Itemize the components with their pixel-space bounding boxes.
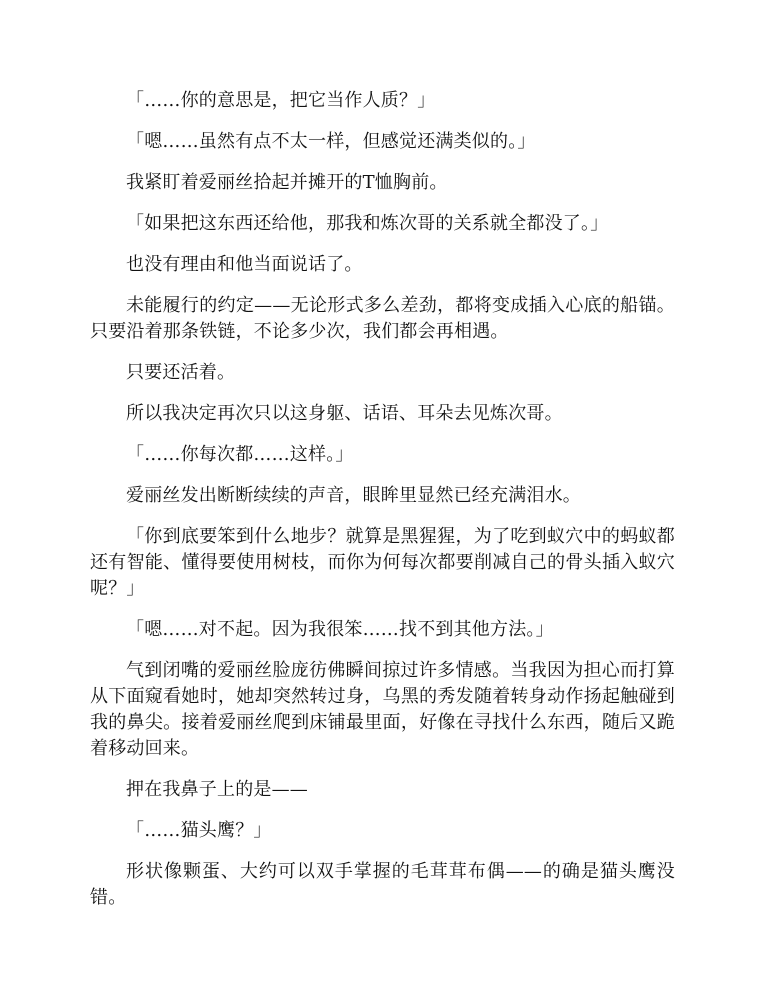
paragraph: 押在我鼻子上的是—— <box>126 779 308 800</box>
paragraph: 「……你每次都……这样。」 <box>126 444 354 465</box>
text-body <box>90 88 675 926</box>
paragraph: 所以我决定再次只以这身躯、话语、耳朵去见炼次哥。 <box>126 403 563 424</box>
paragraph: 「嗯……对不起。因为我很笨……找不到其他方法。」 <box>126 619 554 640</box>
paragraph: 未能履行的约定——无论形式多么差劲，都将变成插入心底的船锚。只要沿着那条铁链，不论多少次，我们都会再相遇。 <box>90 295 675 342</box>
paragraph: 形状像颗蛋、大约可以双手掌握的毛茸茸布偶——的确是猫头鹰没错。 <box>90 861 675 908</box>
paragraph: 「如果把这东西还给他，那我和炼次哥的关系就全都没了。」 <box>126 213 609 234</box>
paragraph: 我紧盯着爱丽丝拾起并摊开的T恤胸前。 <box>126 172 448 193</box>
paragraph: 气到闭嘴的爱丽丝脸庞彷佛瞬间掠过许多情感。当我因为担心而打算从下面窥看她时，她却突然转过身，乌黑的秀发随着转身动作扬起触碰到我的鼻尖。接着爱丽丝爬到床铺最里面，好像在寻找什么东西，随后又跪着移动回来。 <box>90 660 675 759</box>
paragraph: 「你到底要笨到什么地步？就算是黑猩猩，为了吃到蚁穴中的蚂蚁都还有智能、懂得要使用树枝，而你为何每次都要削减自己的骨头插入蚁穴呢？」 <box>90 526 675 599</box>
paragraph: 也没有理由和他当面说话了。 <box>126 254 363 275</box>
paragraph: 只要还活着。 <box>126 362 236 383</box>
paragraph: 「……猫头鹰？」 <box>126 820 272 841</box>
paragraph: 「……你的意思是，把它当作人质？」 <box>126 90 436 111</box>
paragraph: 爱丽丝发出断断续续的声音，眼眸里显然已经充满泪水。 <box>126 485 581 506</box>
paragraph: 「嗯……虽然有点不太一样，但感觉还满类似的。」 <box>126 131 536 152</box>
